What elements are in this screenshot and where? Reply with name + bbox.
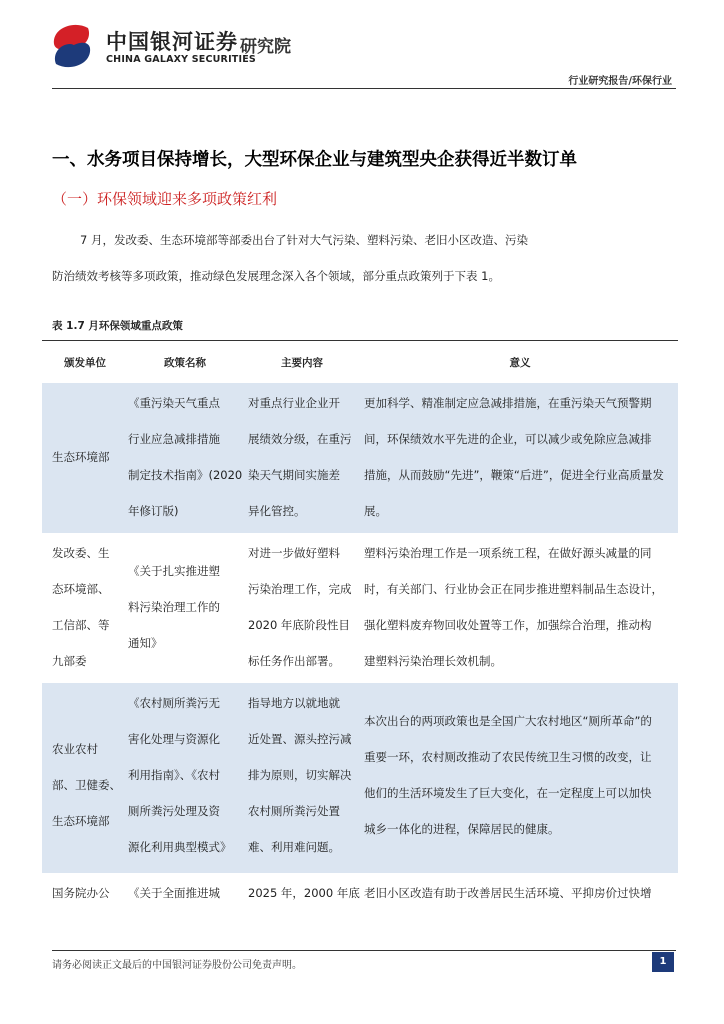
- page-number: 1: [652, 952, 674, 972]
- page-header: [0, 0, 724, 92]
- header-divider: [52, 88, 676, 89]
- body-paragraph-line-2: 防治绩效考核等多项政策，推动绿色发展理念深入各个领域，部分重点政策列于下表 1。: [52, 269, 500, 283]
- table-row: 国务院办公 《关于全面推进城 2025 年，2000 年底 老旧小区改造有助于改善居民生活环境、平抑房价过快增: [52, 886, 652, 900]
- brand-name-cn: 中国银河证券: [106, 30, 238, 54]
- table-row: 农业农村 部、卫健委、 生态环境部 《农村厕所粪污无 害化处理与资源化 利用指南》、《农村 厕所粪污处理及资 源化利用典型模式》 指导地方以就地就 近处置、源头控污减 排为原则，切实解决 农村厕所粪污处置 难、利用难问题。 本次出台的两项政策也是全国广大农村地区“厕所革命”的 重要一环，农村厕改推动了农民传统卫生习惯的改变，让 他们的生活环境发生了巨大变化，在一定程度上可以加快 城乡一体化的进程，保障居民的健康。: [42, 683, 678, 873]
- header-issuer: 颁发单位: [64, 357, 106, 369]
- report-type: 行业研究报告/环保行业: [568, 76, 672, 87]
- cell-issuer: 生态环境部: [52, 450, 110, 464]
- institute-name: 研究院: [240, 37, 291, 57]
- body-paragraph-line-1: 7 月，发改委、生态环境部等部委出台了针对大气污染、塑料污染、老旧小区改造、污染: [80, 233, 528, 247]
- header-content: 主要内容: [281, 357, 323, 369]
- header-meaning: 意义: [509, 357, 531, 369]
- table-caption: 表 1.7 月环保领域重点政策: [52, 320, 183, 332]
- galaxy-logo-icon: [44, 18, 100, 74]
- company-logo: [44, 18, 314, 80]
- brand-name-en: CHINA GALAXY SECURITIES: [106, 54, 256, 65]
- table-row: 发改委、生 态环境部、 工信部、等 九部委 《关于扎实推进塑 料污染治理工作的 通知》 对进一步做好塑料 污染治理工作，完成 2020 年底阶段性目 标任务作出部署。 塑料污染治理工作是一项系统工程，在做好源头减量的同 时，有关部门、行业协会正在同步推进塑料制品生态设计， 强化塑料废弃物回收处置等工作，加强综合治理，推动构 建塑料污染治理长效机制。: [52, 546, 663, 668]
- table-header: [42, 340, 678, 384]
- header-policy: 政策名称: [164, 357, 206, 369]
- footer-disclaimer: 请务必阅读正文最后的中国银河证券股份公司免责声明。: [52, 960, 302, 971]
- footer-divider: [52, 950, 676, 951]
- table-row: 生态环境部 《重污染天气重点 行业应急减排措施 制定技术指南》(2020 年修订版) 对重点行业企业开 展绩效分级，在重污 染天气期间实施差 异化管控。 更加科学、精准制定应急减排措施，在重污染天气预警期 间，环保绩效水平先进的企业，可以减少或免除应急减排 措施，从而鼓励“先进”，鞭策“后进”，促进全行业高质量发 展。: [42, 383, 678, 533]
- subsection-heading: （一）环保领域迎来多项政策红利: [52, 190, 278, 208]
- section-heading: 一、水务项目保持增长，大型环保企业与建筑型央企获得近半数订单: [52, 150, 577, 170]
